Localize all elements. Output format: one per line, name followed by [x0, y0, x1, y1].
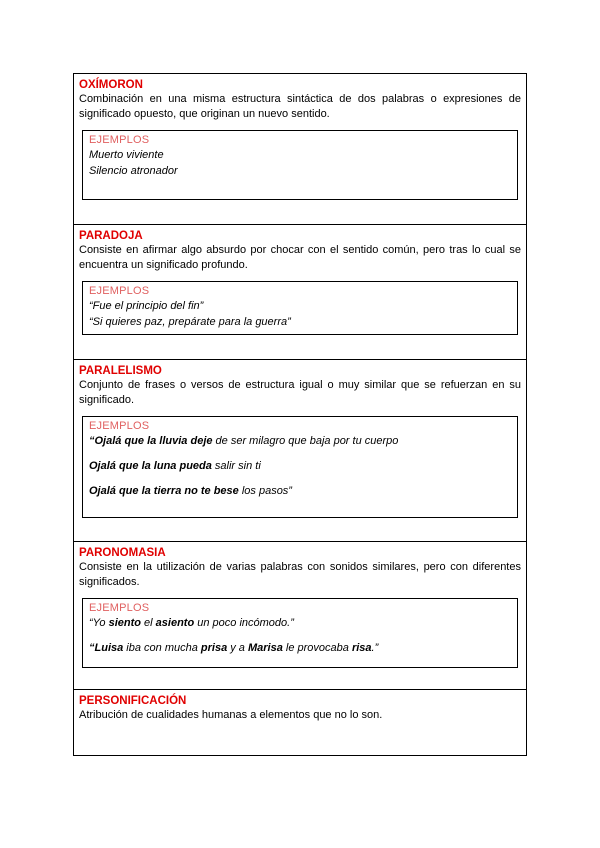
example-line: Silencio atronador [89, 165, 178, 177]
example-text: salir sin ti [211, 460, 261, 472]
examples-label: EJEMPLOS [89, 285, 150, 297]
section-title: PERSONIFICACIÓN [79, 695, 187, 707]
section-definition: Atribución de cualidades humanas a elementos que no lo son. [79, 709, 383, 721]
example-text: los pasos” [238, 485, 292, 497]
example-text: le provocaba [282, 642, 352, 654]
example-line [89, 433, 511, 449]
example-text: .” [371, 642, 379, 654]
examples-box [82, 281, 518, 335]
example-line: “Si quieres paz, prepárate para la guerra” [89, 316, 291, 328]
example-text: “Yo [89, 617, 109, 629]
example-bold: “Luisa [89, 642, 124, 654]
section-title: PARADOJA [79, 230, 143, 242]
section-definition: Consiste en afirmar algo absurdo por chocar con el sentido común, pero tras lo cual se encuentra un significado profundo. [79, 244, 521, 271]
examples-box [82, 598, 518, 668]
example-line [89, 458, 511, 474]
examples-box [82, 416, 518, 518]
section-title: OXÍMORON [79, 79, 143, 91]
example-line: “Fue el principio del fin” [89, 300, 204, 312]
section-definition: Conjunto de frases o versos de estructura igual o muy similar que se refuerzan en su significado. [79, 379, 521, 406]
example-text: y a [227, 642, 248, 654]
example-bold: “Ojalá que la lluvia deje [89, 435, 213, 447]
examples-label: EJEMPLOS [89, 420, 150, 432]
section-paradoja [74, 225, 526, 360]
example-text: iba con mucha [123, 642, 201, 654]
examples-label: EJEMPLOS [89, 134, 150, 146]
example-text: el [140, 617, 156, 629]
section-paronomasia [74, 542, 526, 690]
example-text: un poco incómodo.” [194, 617, 294, 629]
example-bold: Marisa [247, 642, 283, 654]
example-bold: asiento [155, 617, 195, 629]
figures-table [73, 73, 527, 756]
example-line: Muerto viviente [89, 149, 164, 161]
example-bold: siento [108, 617, 141, 629]
example-line [89, 640, 511, 656]
section-title: PARALELISMO [79, 365, 162, 377]
examples-label: EJEMPLOS [89, 602, 150, 614]
example-line [89, 615, 511, 631]
example-bold: Ojalá que la tierra no te bese [89, 485, 239, 497]
section-definition: Combinación en una misma estructura sintáctica de dos palabras o expresiones de significado opuesto, que originan un nuevo sentido. [79, 93, 521, 120]
section-title: PARONOMASIA [79, 547, 166, 559]
section-definition: Consiste en la utilización de varias palabras con sonidos similares, pero con diferentes significados. [79, 561, 521, 588]
example-line [89, 483, 511, 499]
example-bold: risa [351, 642, 372, 654]
example-bold: prisa [200, 642, 228, 654]
section-personificacion [74, 690, 526, 755]
example-bold: Ojalá que la luna pueda [89, 460, 212, 472]
example-text: de ser milagro que baja por tu cuerpo [212, 435, 399, 447]
section-paralelismo [74, 360, 526, 542]
examples-box [82, 130, 518, 200]
section-oximoron [74, 74, 526, 225]
